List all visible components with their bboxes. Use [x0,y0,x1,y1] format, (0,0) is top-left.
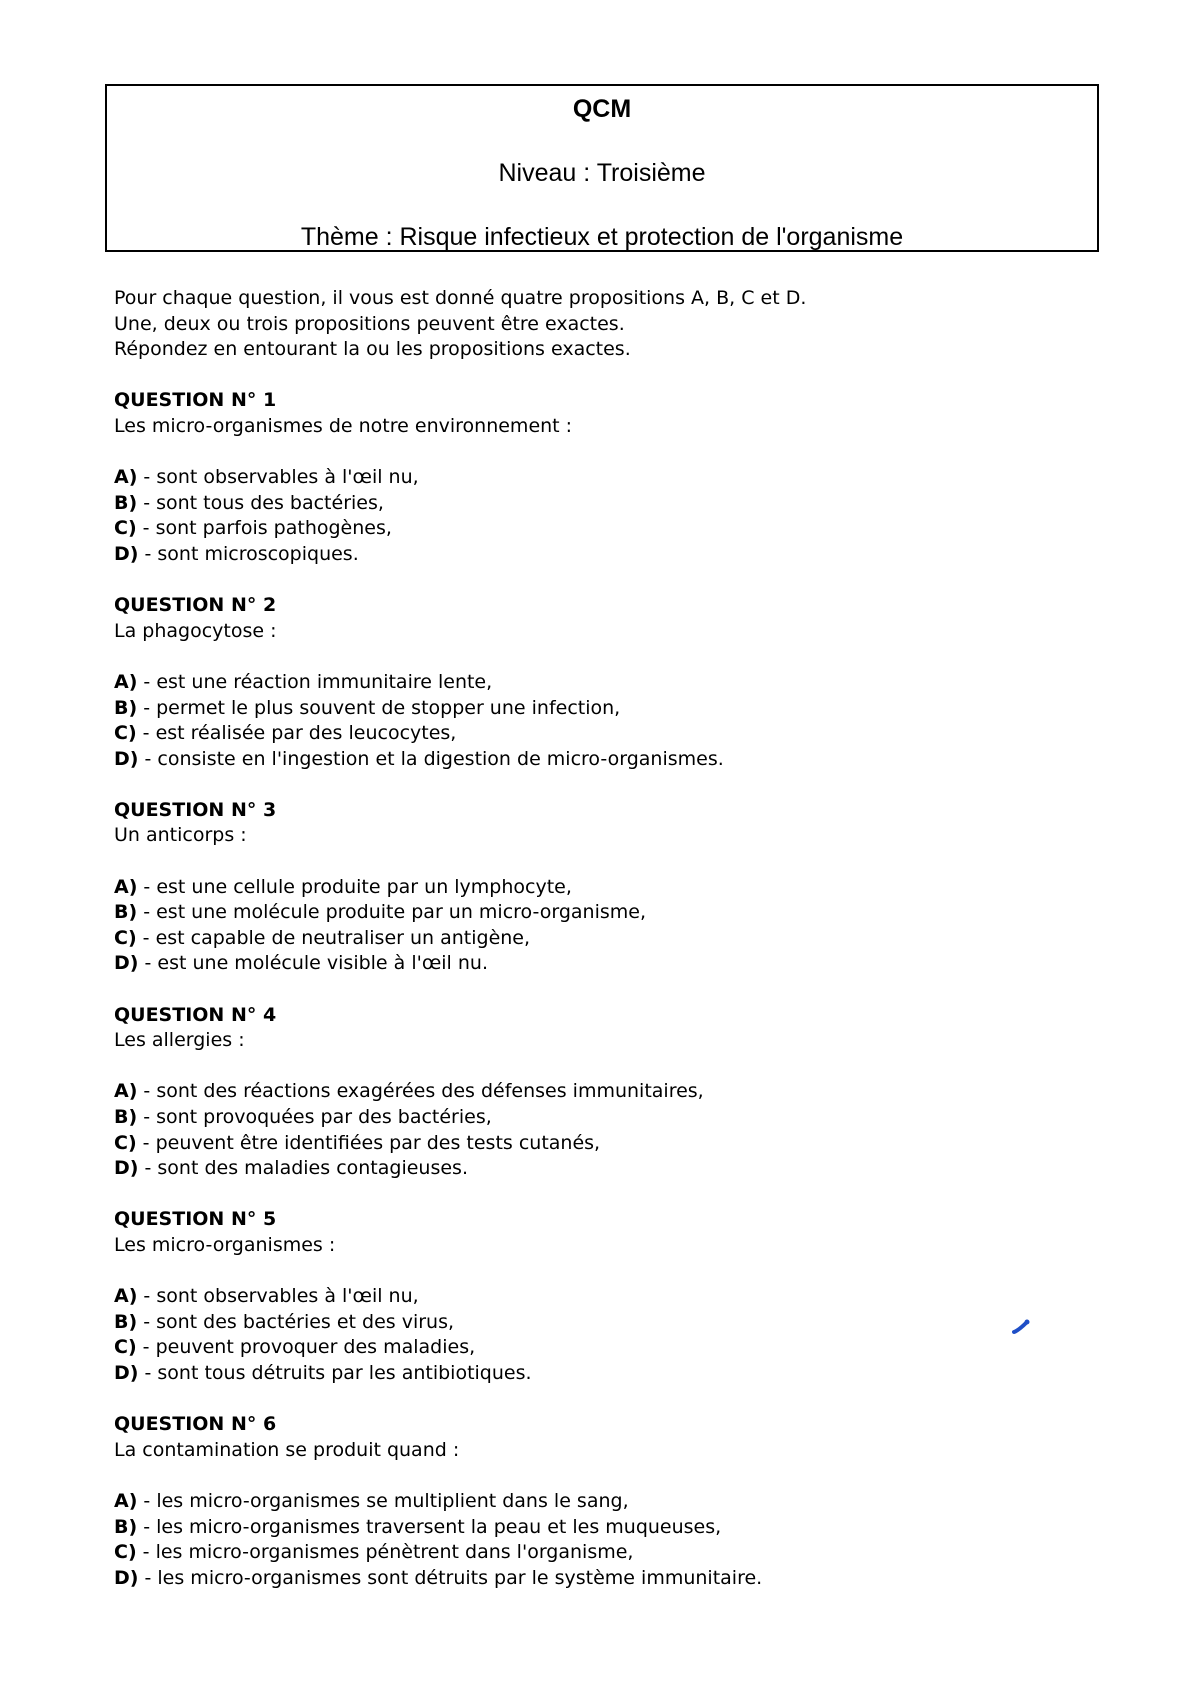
option-text: - sont des réactions exagérées des défenses immunitaires, [137,1080,704,1103]
option-text: - sont observables à l'œil nu, [137,1285,419,1308]
option-text: - peuvent être identifiées par des tests cutanés, [136,1131,601,1154]
option-text: - sont des maladies contagieuses. [138,1157,468,1180]
question-prompt: La phagocytose : [114,619,277,642]
answer-option[interactable] [114,670,1074,696]
answer-option[interactable] [114,1489,1074,1515]
answer-option[interactable] [114,875,1074,901]
answer-option[interactable] [114,1079,1074,1105]
question-prompt: Un anticorps : [114,824,247,847]
question-prompt: Les micro-organismes de notre environnement : [114,414,573,437]
answer-option[interactable] [114,1284,1074,1310]
option-text: - sont microscopiques. [138,542,359,565]
answer-option[interactable] [114,465,1074,491]
answer-option[interactable] [114,1540,1074,1566]
option-letter: C) [114,722,137,745]
option-text: - les micro-organismes sont détruits par le système immunitaire. [138,1566,763,1589]
option-text: - sont provoquées par des bactéries, [137,1106,492,1128]
option-text: - sont des bactéries et des virus, [137,1310,455,1333]
option-letter: D) [114,1157,139,1180]
option-text: - est réalisée par des leucocytes, [136,722,457,745]
option-text: - les micro-organismes pénètrent dans l'organisme, [136,1541,634,1564]
level-line: Niveau : Troisième [498,159,706,187]
theme-line: Thème : Risque infectieux et protection de l'organisme [300,223,904,251]
option-text: - est une réaction immunitaire lente, [137,670,493,693]
option-letter: D) [114,1361,139,1384]
option-letter: A) [114,1489,138,1512]
answer-option[interactable] [114,1131,1074,1157]
option-letter: B) [114,1310,138,1333]
option-text: - sont observables à l'œil nu, [137,466,419,489]
answer-option[interactable] [114,1566,1074,1592]
intro-line: Pour chaque question, il vous est donné quatre propositions A, B, C et D. [114,287,807,309]
question-prompt: Les micro-organismes : [114,1233,336,1256]
option-letter: A) [114,1285,138,1308]
option-text: - est une cellule produite par un lymphocyte, [137,875,572,898]
answer-option[interactable] [114,900,1074,926]
option-text: - les micro-organismes se multiplient dans le sang, [137,1489,629,1512]
answer-option[interactable] [114,1105,1074,1131]
answer-option[interactable] [114,926,1074,952]
option-letter: A) [114,1080,138,1103]
question-prompt: Les allergies : [114,1029,245,1052]
answer-option[interactable] [114,1335,1074,1361]
answer-option[interactable] [114,696,1074,722]
option-text: - peuvent provoquer des maladies, [136,1336,476,1359]
option-letter: A) [114,670,138,693]
option-text: - sont tous des bactéries, [137,491,384,514]
option-text: - consiste en l'ingestion et la digestion de micro-organismes. [138,747,724,770]
option-letter: B) [114,1106,138,1128]
answer-option[interactable] [114,1515,1074,1541]
question-title: QUESTION N° 2 [114,594,277,617]
answer-option[interactable] [114,542,1074,568]
intro-line: Répondez en entourant la ou les propositions exactes. [114,338,631,361]
option-text: - est une molécule visible à l'œil nu. [138,952,489,975]
option-letter: A) [114,875,138,898]
option-letter: C) [114,1541,137,1564]
option-letter: D) [114,1566,139,1589]
header-box [105,84,1099,252]
answer-option[interactable] [114,1361,1074,1387]
pen-icon [1012,1317,1032,1335]
option-letter: C) [114,1336,137,1359]
option-letter: D) [114,952,139,975]
question-title: QUESTION N° 6 [114,1413,277,1436]
answer-option[interactable] [114,951,1074,977]
option-text: - sont parfois pathogènes, [136,517,392,540]
answer-option[interactable] [114,747,1074,773]
document-title: QCM [572,95,632,123]
answer-option[interactable] [114,491,1074,517]
option-text: - les micro-organismes traversent la peau et les muqueuses, [137,1515,722,1538]
option-letter: D) [114,542,139,565]
option-letter: C) [114,926,137,949]
question-title: QUESTION N° 5 [114,1208,277,1231]
option-letter: D) [114,747,139,770]
answer-option[interactable] [114,721,1074,747]
quiz-body [114,286,1074,1591]
option-letter: C) [114,517,137,540]
option-letter: B) [114,696,138,719]
option-text: - est une molécule produite par un micro-organisme, [137,901,646,924]
option-letter: B) [114,1515,138,1538]
option-text: - permet le plus souvent de stopper une infection, [137,696,621,719]
answer-option[interactable] [114,1310,1074,1336]
option-letter: A) [114,466,138,489]
option-letter: B) [114,901,138,924]
option-text: - est capable de neutraliser un antigène, [136,926,531,949]
question-prompt: La contamination se produit quand : [114,1438,460,1461]
answer-option[interactable] [114,516,1074,542]
option-text: - sont tous détruits par les antibiotiques. [138,1361,532,1384]
question-title: QUESTION N° 3 [114,798,277,821]
question-title: QUESTION N° 1 [114,389,277,412]
answer-option[interactable] [114,1156,1074,1182]
intro-line: Une, deux ou trois propositions peuvent être exactes. [114,312,625,335]
option-letter: B) [114,491,138,514]
option-letter: C) [114,1131,137,1154]
question-title: QUESTION N° 4 [114,1003,277,1026]
